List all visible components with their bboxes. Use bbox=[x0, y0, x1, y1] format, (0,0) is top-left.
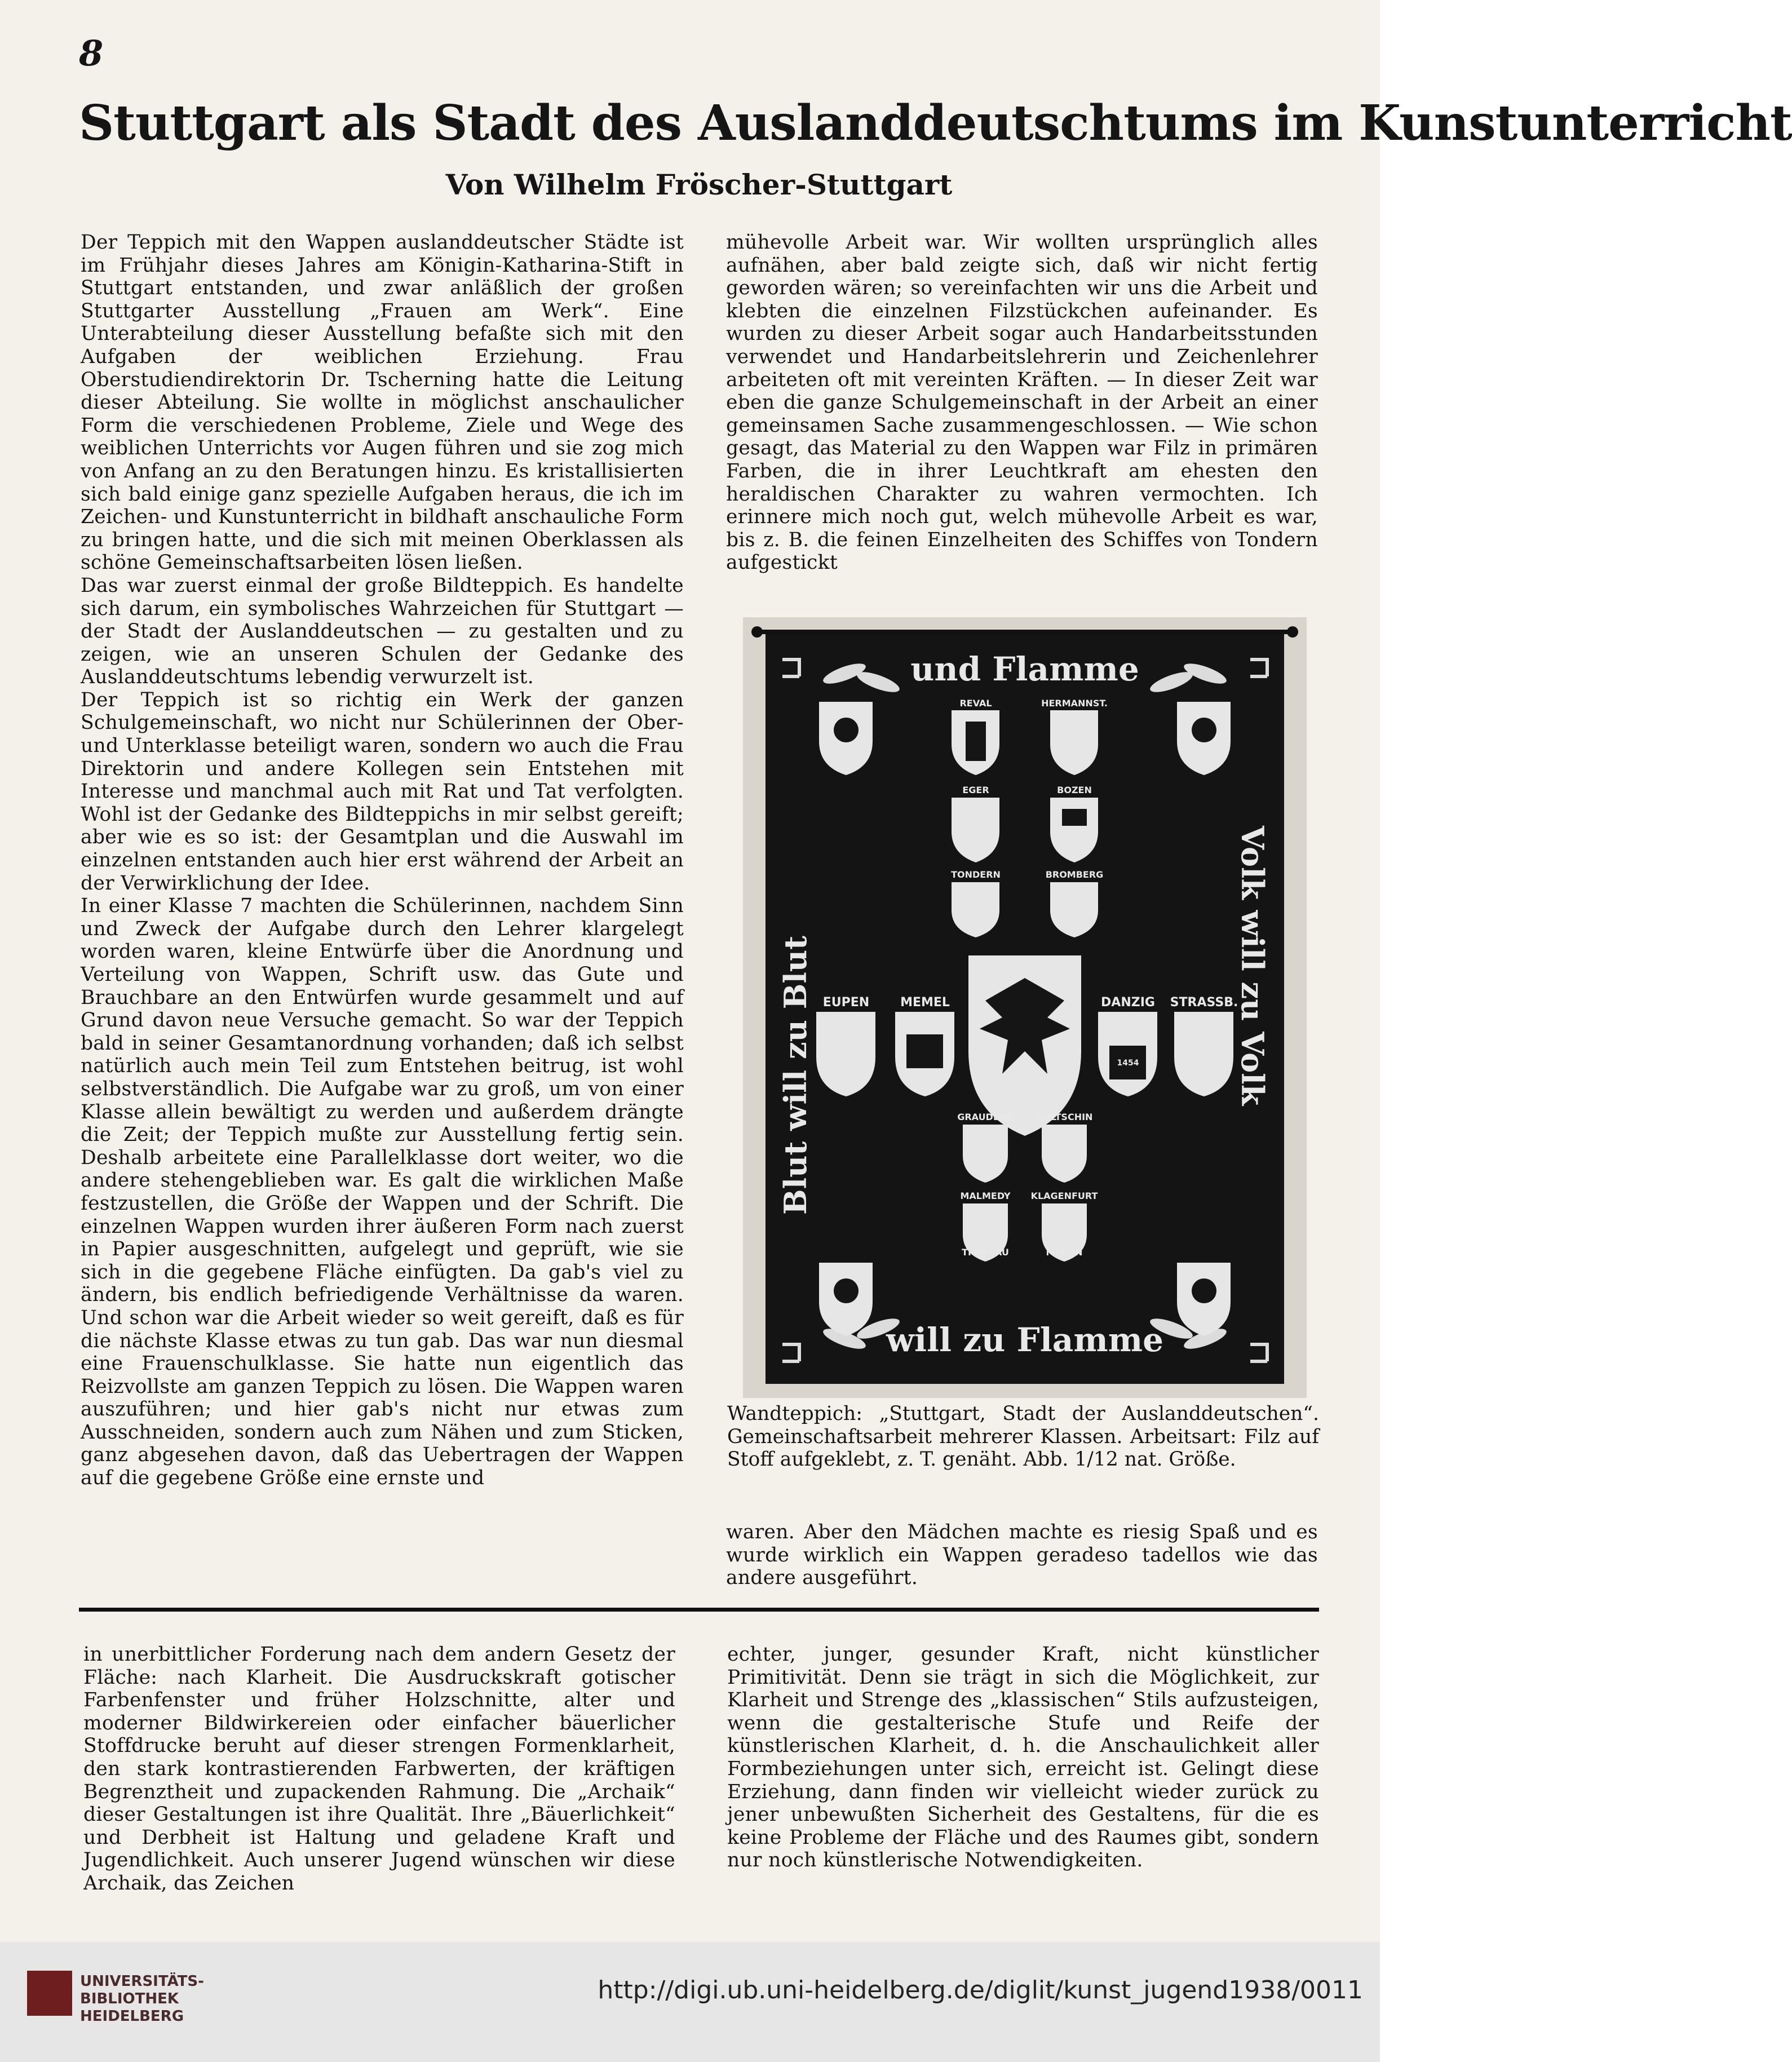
label-danzig: DANZIG bbox=[1101, 995, 1155, 1010]
label-eupen: EUPEN bbox=[822, 995, 870, 1010]
label-eger: EGER bbox=[962, 785, 989, 795]
label-bozen: BOZEN bbox=[1057, 785, 1092, 795]
label-tondern: TONDERN bbox=[951, 869, 1001, 880]
label-memel: MEMEL bbox=[900, 995, 950, 1010]
label-malmedy: MALMEDY bbox=[960, 1191, 1011, 1201]
tapestry-left-text: Blut will zu Blut bbox=[777, 935, 813, 1215]
text-column-left: Der Teppich mit den Wappen auslanddeutscher Städte ist im Frühjahr dieses Jahres am Königin-Katharina-Stift in Stuttgart entstanden, und zwar anläßlich der großen Stuttgarter Ausstellung „Frauen am Werk“. Eine Unterabteilung dieser Ausstellung befaßte sich mit den Aufgaben der weiblichen Erziehung. Frau Oberstudiendirektorin Dr. Tscherning hatte die Leitung dieser Abteilung. Sie wollte in möglichst anschaulicher Form die verschiedenen Probleme, Ziele und Wege des weiblichen Unterrichts vor Augen führen und sie zog mich von Anfang an zu den Beratungen hinzu. Es kristallisierten sich bald einige ganz spezielle Aufgaben heraus, die ich im Zeichen- und Kunstunterricht in bildhaft anschauliche Form zu bringen hatte, und die sich mit meinen Oberklassen als schöne Gemeinschaftsarbeiten lösen ließen. Das war zuerst einmal der große Bildteppich. Es handelte sich darum, ein symbolisches Wahrzeichen für Stuttgart — der Stadt der Auslanddeutschen — zu gestalten und zu zeigen, wie an unseren Schulen der Gedanke des Auslanddeutschtums lebendig verwurzelt ist. Der Teppich ist so richtig ein Werk der ganzen Schulgemeinschaft, wo nicht nur Schülerinnen der Ober- und Unterklasse beteiligt waren, sondern wo auch die Frau Direktorin und andere Kollegen sein Entstehen mit Interesse und manchmal auch mit Rat und Tat verfolgten. Wohl ist der Gedanke des Bildteppichs in mir selbst gereift; aber wie es so ist: der Gesamtplan und die Auswahl im einzelnen entstanden auch hier erst während der Arbeit an der Verwirklichung der Idee. In einer Klasse 7 machten die Schülerinnen, nachdem Sinn und Zweck der Aufgabe durch den Lehrer klargelegt worden waren, kleine Entwürfe über die Anordnung und Verteilung von Wappen, Schrift usw. das Gute und Brauchbare an den Entwürfen wurde gesammelt und auf Grund davon neue Versuche gemacht. So war der Teppich bald in seiner Gesamtanordnung vorhanden; daß ich selbst natürlich auch mein Teil zum Entstehen beitrug, ist wohl selbstverständlich. Die Aufgabe war zu groß, um von einer Klasse allein bewältigt zu werden und außerdem drängte die Zeit; der Teppich mußte zur Ausstellung fertig sein. Deshalb arbeitete eine Parallelklasse dort weiter, wo die andere stehengeblieben war. Es galt die wirklichen Maße festzustellen, die Größe der Wappen und der Schrift. Die einzelnen Wappen wurden ihrer äußeren Form nach zuerst in Papier ausgeschnitten, aufgelegt und geprüft, wie sie sich in die gegebene Fläche einfügten. Da gab's viel zu ändern, bis endlich befriedigende Verhältnisse da waren. Und schon war die Arbeit wieder so weit gereift, daß es für die nächste Klasse etwas zu tun gab. Das war nun diesmal eine Frauenschulklasse. Sie hatte nun eigentlich das Reizvollste am ganzen Teppich zu lösen. Die Wappen waren auszuführen; und hier gab's nicht nur etwas zum Ausschneiden, sondern auch zum Nähen und zum Sticken, ganz abgesehen davon, daß das Uebertragen der Wappen auf die gegebene Größe eine ernste und bbox=[81, 231, 684, 1490]
label-graudenz: GRAUDENZ bbox=[957, 1112, 1014, 1122]
library-name: UNIVERSITÄTS- BIBLIOTHEK HEIDELBERG bbox=[80, 1973, 204, 2025]
label-hultschin: HULTSCHIN bbox=[1036, 1112, 1093, 1122]
label-troppau: TROPPAU bbox=[962, 1247, 1009, 1258]
tapestry-image bbox=[743, 617, 1307, 1398]
tapestry-bottom-text: will zu Flamme bbox=[886, 1321, 1163, 1359]
label-reval: REVAL bbox=[959, 698, 992, 709]
page-number: 8 bbox=[79, 33, 104, 74]
library-logo-icon bbox=[27, 1971, 72, 2016]
article-byline: Von Wilhelm Fröscher-Stuttgart bbox=[445, 168, 953, 201]
text-column-right-top: mühevolle Arbeit war. Wir wollten ursprünglich alles aufnähen, aber bald zeigte sich, daß wir nicht fertig geworden wären; so vereinfachten wir uns die Arbeit und klebten die einzelnen Filzstückchen aufeinander. Es wurden zu dieser Arbeit sogar auch Handarbeitsstunden verwendet und Handarbeitslehrerin und Zeichenlehrer arbeiteten oft mit vereinten Kräften. — In dieser Zeit war eben die ganze Schulgemeinschaft in der Arbeit an einer gemeinsamen Sache zusammengeschlossen. — Wie schon gesagt, das Material zu den Wappen war Filz in primären Farben, die in ihrer Leuchtkraft am ehesten den heraldischen Charakter zu wahren vermochten. Ich erinnere mich noch gut, welch mühevolle Arbeit es war, bis z. B. die feinen Einzelheiten des Schiffes von Tondern aufgestickt bbox=[726, 231, 1318, 574]
text-column-right-bottom: waren. Aber den Mädchen machte es riesig Spaß und es wurde wirklich ein Wappen geradeso tadellos wie das andere ausgeführt. bbox=[726, 1521, 1318, 1590]
section-divider bbox=[79, 1608, 1319, 1612]
label-strassburg: STRASSB. bbox=[1170, 995, 1238, 1010]
source-url-link[interactable]: http://digi.ub.uni-heidelberg.de/diglit/kunst_jugend1938/0011 bbox=[598, 1976, 1363, 2005]
label-klagenfurt: KLAGENFURT bbox=[1030, 1191, 1098, 1201]
label-hermannstadt: HERMANNST. bbox=[1041, 698, 1108, 709]
continued-text-left: in unerbittlicher Forderung nach dem andern Gesetz der Fläche: nach Klarheit. Die Ausdruckskraft gotischer Farbenfenster und früher Holzschnitte, alter und moderner Bildwirkereien oder einfacher bäuerlicher Stoffdrucke beruht auf dieser strengen Formenklarheit, den stark kontrastierenden Farbwerten, der kräftigen Begrenztheit und zupackenden Rahmung. Die „Archaik“ dieser Gestaltungen ist ihre Qualität. Ihre „Bäuerlichkeit“ und Derbheit ist Haltung und geladene Kraft und Jugendlichkeit. Auch unserer Jugend wünschen wir diese Archaik, das Zeichen bbox=[83, 1643, 675, 1895]
label-meran: MERAN bbox=[1046, 1247, 1083, 1258]
tapestry-top-text: und Flamme bbox=[910, 650, 1139, 688]
continued-text-right: echter, junger, gesunder Kraft, nicht künstlicher Primitivität. Denn sie trägt in sich die Möglichkeit, zur Klarheit und Strenge des „klassischen“ Stils aufzusteigen, wenn die gestalterische Stufe und Reife der künstlerischen Klarheit, d. h. die Anschaulichkeit aller Formbeziehungen unter sich, erreicht ist. Gelingt diese Erziehung, dann finden wir vielleicht wieder zurück zu jener unbewußten Sicherheit des Gestaltens, für die es keine Probleme der Fläche und des Raumes gibt, sondern nur noch künstlerische Notwendigkeiten. bbox=[727, 1643, 1319, 1872]
label-danzig-year: 1454 bbox=[1117, 1059, 1139, 1068]
image-caption: Wandteppich: „Stuttgart, Stadt der Auslanddeutschen“. Gemeinschaftsarbeit mehrerer Klassen. Arbeitsart: Filz auf Stoff aufgeklebt, z. T. genäht. Abb. 1/12 nat. Größe. bbox=[727, 1402, 1319, 1471]
article-title: Stuttgart als Stadt des Auslanddeutschtums im Kunstunterricht bbox=[79, 95, 1792, 152]
tapestry-right-text: Volk will zu Volk bbox=[1235, 826, 1271, 1106]
label-bromberg: BROMBERG bbox=[1045, 869, 1104, 880]
